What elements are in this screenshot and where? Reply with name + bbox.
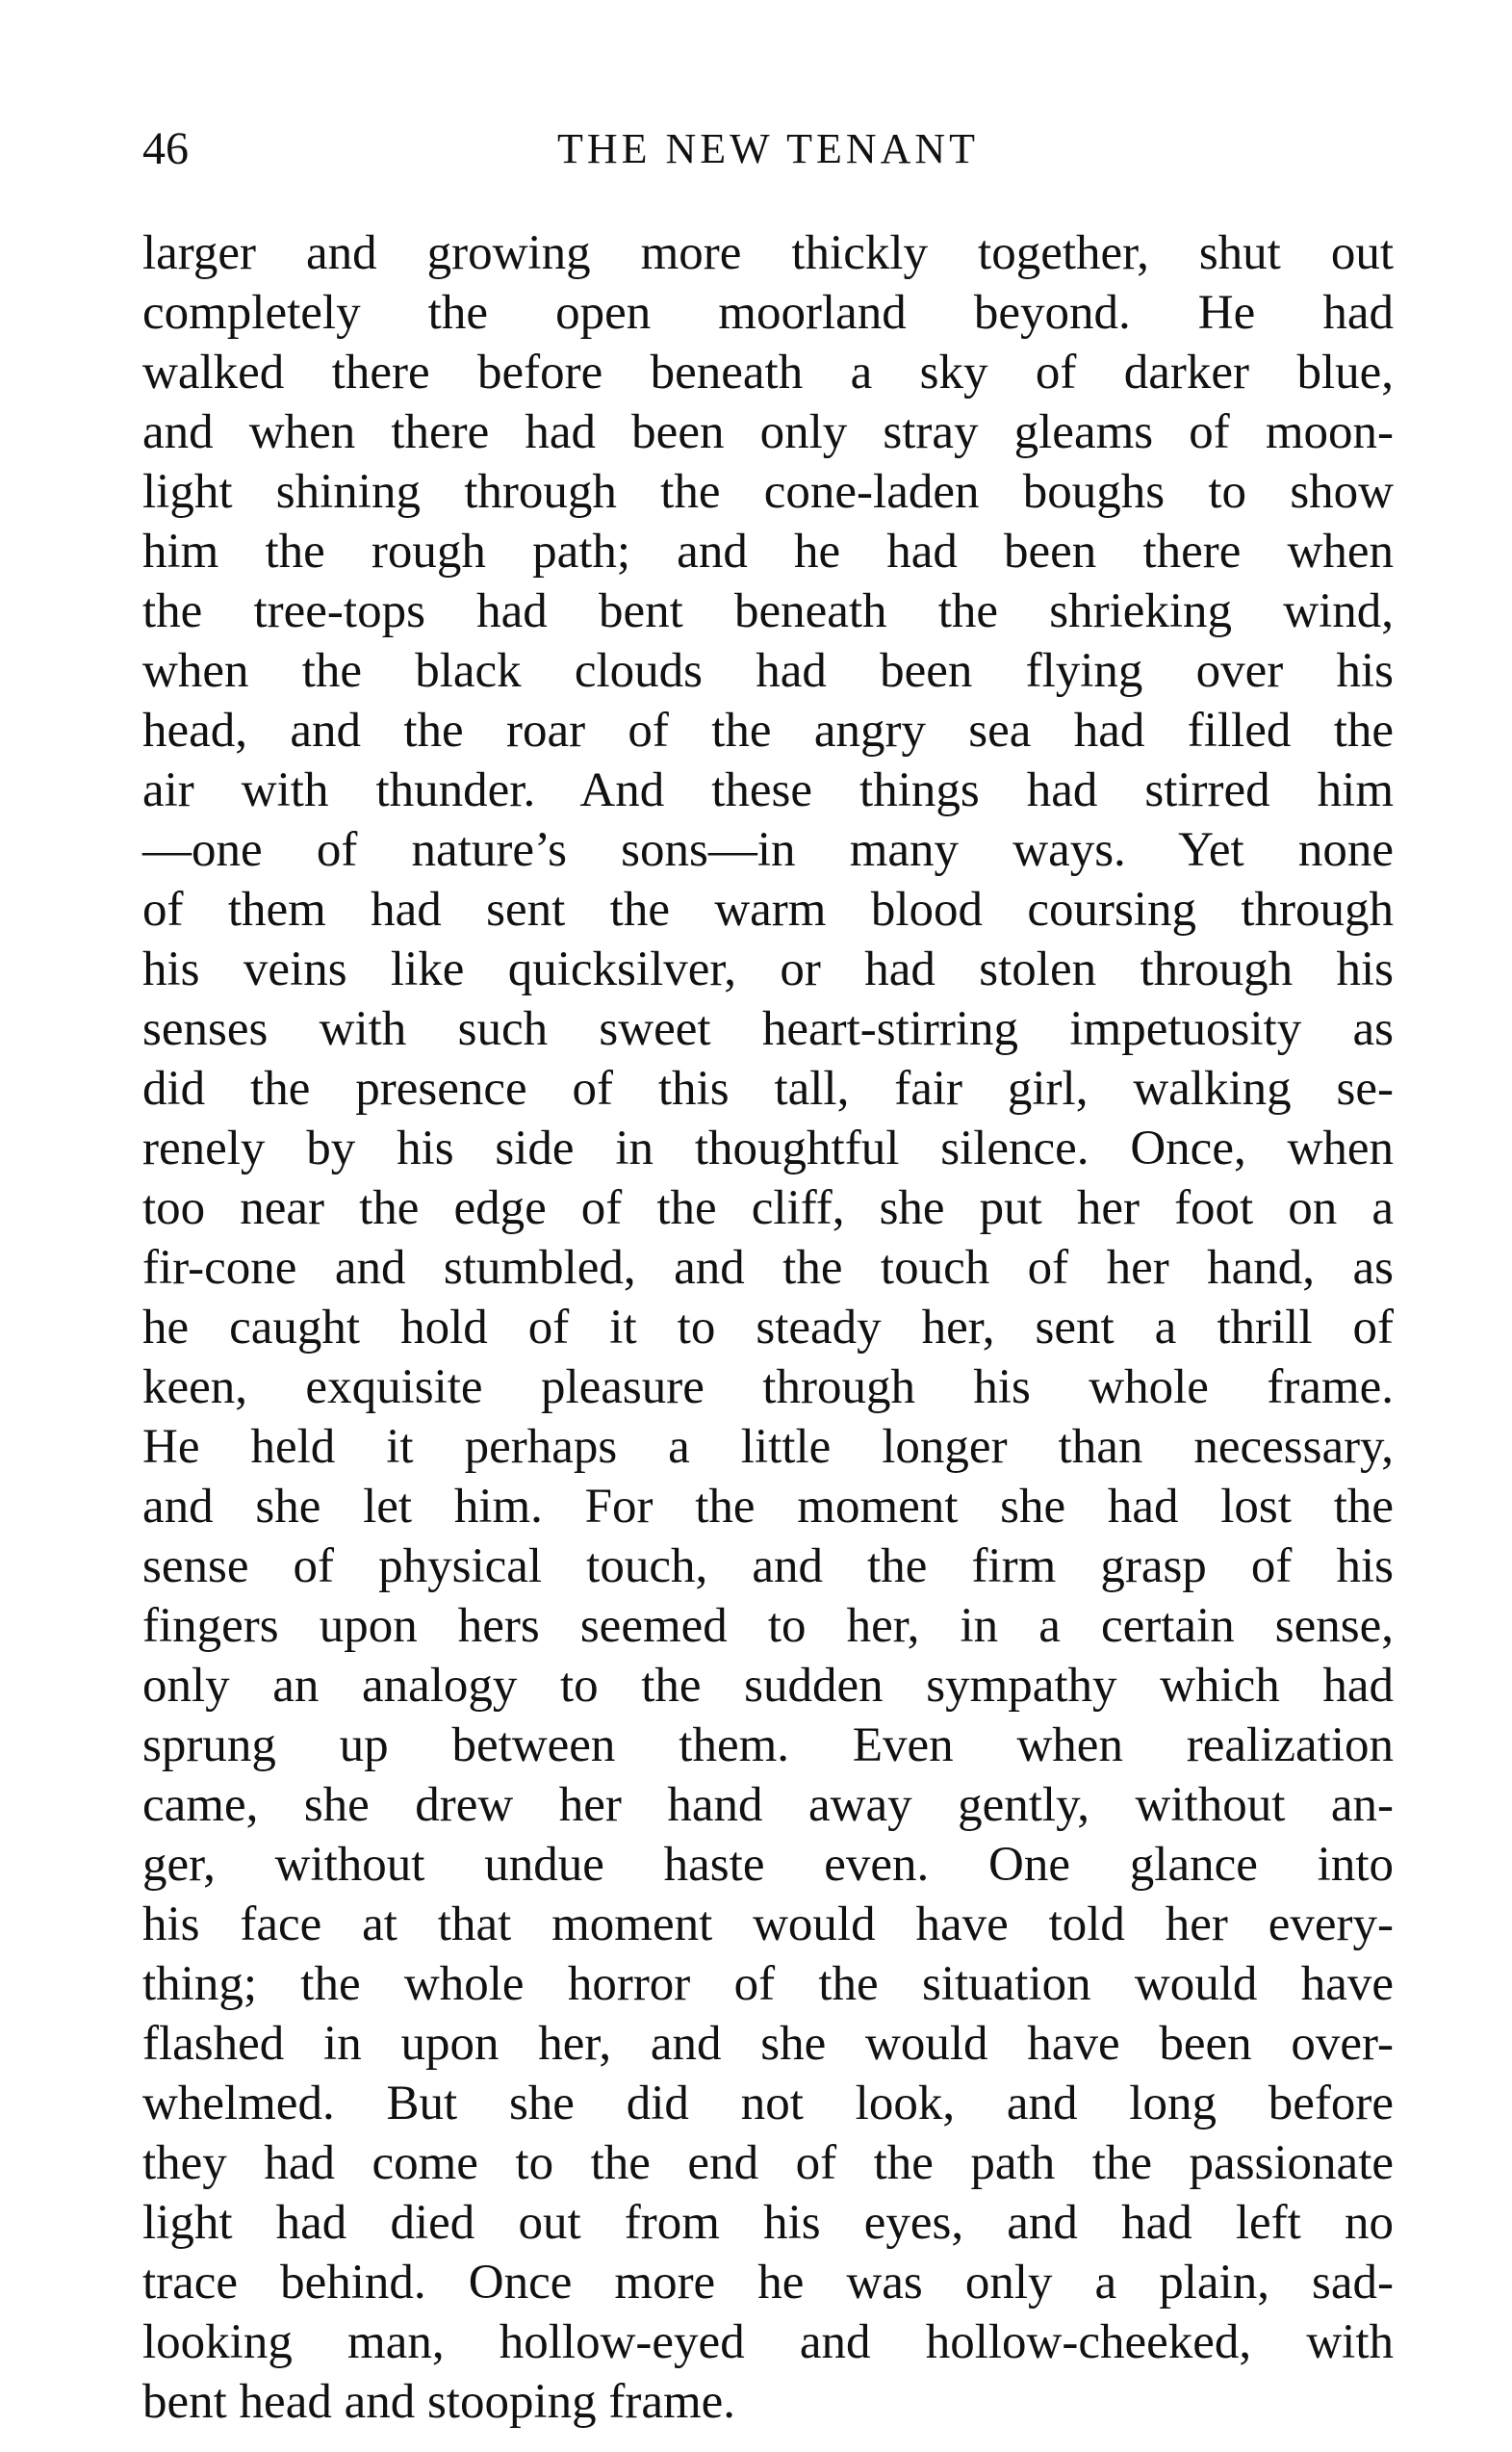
text-line: came, she drew her hand away gently, without an- xyxy=(142,1778,1394,1832)
text-line: flashed in upon her, and she would have been over- xyxy=(142,2017,1394,2071)
text-line: he caught hold of it to steady her, sent a thrill of xyxy=(142,1301,1394,1355)
text-line: his face at that moment would have told her every- xyxy=(142,1897,1394,1951)
text-line: walked there before beneath a sky of darker blue, xyxy=(142,346,1394,400)
body-text xyxy=(142,223,1394,2432)
text-line: looking man, hollow-eyed and hollow-cheeked, with xyxy=(142,2315,1394,2369)
text-line: light shining through the cone-laden boughs to show xyxy=(142,465,1394,519)
text-line: —one of nature’s sons—in many ways. Yet none xyxy=(142,823,1394,877)
text-line: whelmed. But she did not look, and long before xyxy=(142,2077,1394,2130)
text-line: fingers upon hers seemed to her, in a certain sense, xyxy=(142,1599,1394,1653)
text-line: trace behind. Once more he was only a plain, sad- xyxy=(142,2256,1394,2310)
text-line: thing; the whole horror of the situation would have xyxy=(142,1957,1394,2011)
text-line: senses with such sweet heart-stirring impetuosity as xyxy=(142,1002,1394,1056)
text-line: of them had sent the warm blood coursing through xyxy=(142,883,1394,937)
text-line-last: bent head and stooping frame. xyxy=(142,2375,736,2429)
text-line: light had died out from his eyes, and had left no xyxy=(142,2196,1394,2250)
text-line: larger and growing more thickly together, shut out xyxy=(142,226,1394,280)
text-line: the tree-tops had bent beneath the shrieking wind, xyxy=(142,584,1394,638)
running-title: THE NEW TENANT xyxy=(556,125,980,172)
text-line: renely by his side in thoughtful silence. Once, when xyxy=(142,1122,1394,1175)
page-header xyxy=(142,120,1394,178)
text-line: keen, exquisite pleasure through his whole frame. xyxy=(142,1360,1394,1414)
text-line: him the rough path; and he had been there when xyxy=(142,525,1394,579)
text-line: when the black clouds had been flying over his xyxy=(142,644,1394,698)
text-line: did the presence of this tall, fair girl, walking se- xyxy=(142,1062,1394,1116)
text-line: fir-cone and stumbled, and the touch of her hand, as xyxy=(142,1241,1394,1295)
text-line: completely the open moorland beyond. He had xyxy=(142,286,1394,340)
text-line: He held it perhaps a little longer than necessary, xyxy=(142,1420,1394,1474)
text-line: his veins like quicksilver, or had stolen through his xyxy=(142,942,1394,996)
text-line: air with thunder. And these things had stirred him xyxy=(142,763,1394,817)
text-line: they had come to the end of the path the passionate xyxy=(142,2136,1394,2190)
text-line: and when there had been only stray gleams of moon- xyxy=(142,405,1394,459)
text-line: ger, without undue haste even. One glance into xyxy=(142,1838,1394,1892)
text-line: only an analogy to the sudden sympathy which had xyxy=(142,1659,1394,1713)
text-line: head, and the roar of the angry sea had filled the xyxy=(142,704,1394,758)
text-line: sprung up between them. Even when realization xyxy=(142,1718,1394,1772)
page-number: 46 xyxy=(142,123,189,174)
text-line: and she let him. For the moment she had lost the xyxy=(142,1480,1394,1534)
text-line: sense of physical touch, and the firm grasp of his xyxy=(142,1539,1394,1593)
text-line: too near the edge of the cliff, she put her foot on a xyxy=(142,1181,1394,1235)
